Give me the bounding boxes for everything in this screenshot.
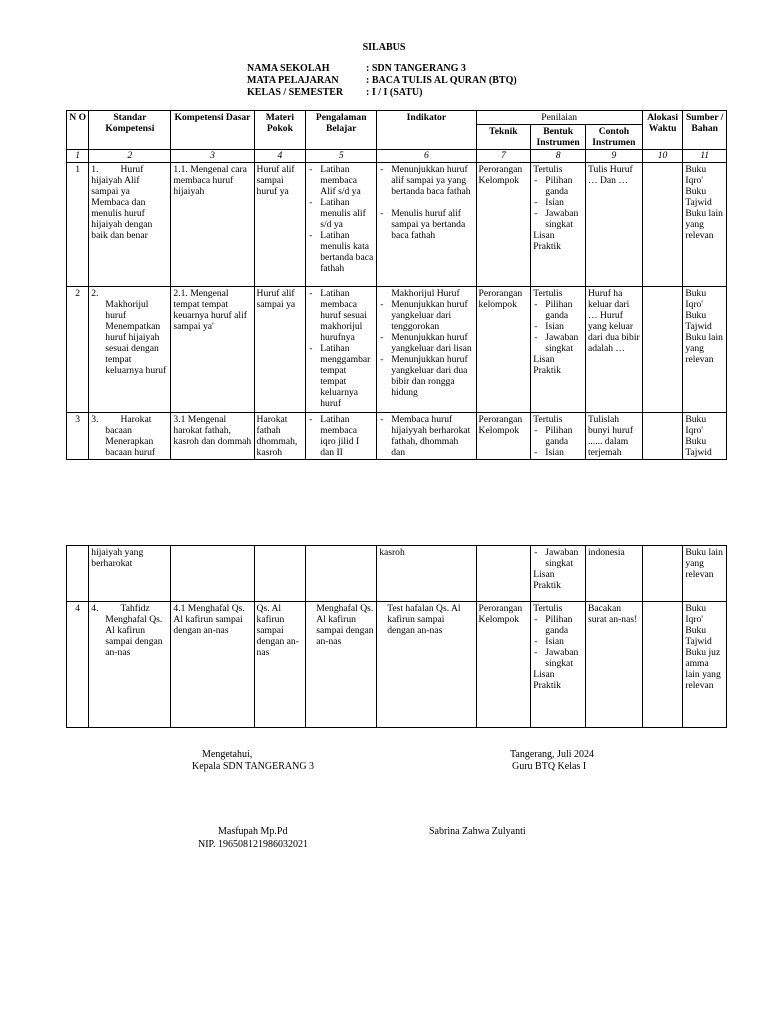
contoh-cell: Tulis Huruf … Dan … <box>586 163 643 287</box>
contoh-cell: Tulislah bunyi huruf ...... dalam terjemah <box>586 413 643 460</box>
col-header-no: N O <box>67 111 89 150</box>
contoh-cell: indonesia <box>586 546 643 602</box>
materi-cell: Huruf alif sampai huruf ya <box>254 163 306 287</box>
sumber-cell: Buku Iqro' Buku Tajwid Buku juz amma lain yang relevan <box>683 602 727 728</box>
list-item: - Latihan membaca iqro jilid I dan II <box>308 414 374 458</box>
school-label: NAMA SEKOLAH <box>247 63 330 74</box>
teknik-cell: Perorangan Kelompok <box>476 602 531 728</box>
list-item: - Membaca huruf hijaiyyah berharokat fathah, dhommah dan <box>379 414 473 458</box>
signature-right-name: Sabrina Zahwa Zulyanti <box>429 826 526 837</box>
signature-left-line1: Mengetahui, <box>202 749 253 760</box>
list-item: - Pilihan ganda <box>533 175 583 197</box>
row-number: 4 <box>67 602 89 728</box>
list-item: - Jawaban singkat <box>533 332 583 354</box>
list-item: - Latihan menggambar tempat tempat keluarnya huruf <box>308 343 374 409</box>
table-row <box>67 413 727 460</box>
list-item: - Isian <box>533 636 583 647</box>
signature-left-name: Masfupah Mp.Pd <box>218 826 288 837</box>
signature-right-line1: Tangerang, Juli 2024 <box>510 749 595 760</box>
list-item: - Isian <box>533 447 583 458</box>
materi-cell: Qs. Al kafirun sampai dengan an-nas <box>254 602 306 728</box>
indikator-heading: Makhorijul Huruf <box>391 288 460 299</box>
indikator-cell: Test hafalan Qs. Al kafirun sampai dengan an-nas <box>377 602 476 728</box>
col-header-standar: Standar Kompetensi <box>89 111 171 150</box>
sk-text: Menghafal Qs. Al kafirun sampai dengan an-nas <box>105 614 163 658</box>
sk-number: 2. <box>91 288 99 299</box>
sk-heading: Tahfidz <box>120 603 150 614</box>
school-value: : SDN TANGERANG 3 <box>366 63 466 74</box>
col-header-alokasi: Alokasi Waktu <box>642 111 683 150</box>
signature-left-nip: NIP. 196508121986032021 <box>198 839 309 850</box>
subject-value: : BACA TULIS AL QURAN (BTQ) <box>366 75 517 86</box>
bentuk-heading: Tertulis <box>533 164 563 175</box>
list-item: - Menunjukkan huruf alif sampai ya yang bertanda baca fathah <box>379 164 473 197</box>
kompetensi-cell: 2.1. Mengenal tempat tempat keuarnya huruf alif sampai ya' <box>171 287 254 413</box>
list-item: - Isian <box>533 321 583 332</box>
list-item: - Latihan membaca huruf sesuai makhorijul hurufnya <box>308 288 374 343</box>
bentuk-tail: Lisan Praktik <box>533 230 561 252</box>
sk-number: 4. <box>91 603 99 614</box>
teknik-cell: Perorangan Kelompok <box>476 163 531 287</box>
col-number: 5 <box>306 150 377 163</box>
standar-cell <box>89 602 171 728</box>
subject-label: MATA PELAJARAN <box>247 75 339 86</box>
indikator-cell: kasroh <box>377 546 476 602</box>
page-title: SILABUS <box>362 42 406 53</box>
sumber-cell: Buku lain yang relevan <box>683 546 727 602</box>
empty-cell <box>306 546 377 602</box>
col-number: 7 <box>476 150 531 163</box>
col-header-penilaian: Penilaian <box>476 111 642 125</box>
alokasi-cell <box>642 163 683 287</box>
col-number: 11 <box>683 150 727 163</box>
list-item: - Isian <box>533 197 583 208</box>
standar-cell <box>89 287 171 413</box>
list-item: - Latihan menulis kata bertanda baca fathah <box>308 230 374 274</box>
table-row <box>67 287 727 413</box>
kompetensi-cell: 4.1 Menghafal Qs. Al kafirun sampai dengan an-nas <box>171 602 254 728</box>
materi-cell: Harokat fathah dhommah, kasroh <box>254 413 306 460</box>
col-header-indikator: Indikator <box>377 111 476 150</box>
document-header <box>247 63 517 99</box>
bentuk-cell <box>531 413 586 460</box>
indikator-cell <box>377 287 476 413</box>
class-label: KELAS / SEMESTER <box>247 87 344 98</box>
syllabus-table-part-1 <box>66 110 727 460</box>
col-header-teknik: Teknik <box>476 125 531 150</box>
bentuk-cell <box>531 163 586 287</box>
alokasi-cell <box>642 602 683 728</box>
sumber-cell: Buku Iqro' Buku Tajwid Buku lain yang relevan <box>683 163 727 287</box>
sk-heading: Huruf <box>120 164 144 175</box>
pengalaman-cell: Menghafal Qs. Al kafirun sampai dengan an-nas <box>306 602 377 728</box>
col-header-pengalaman: Pengalaman Belajar <box>306 111 377 150</box>
list-item: - Menunjukkan huruf yangkeluar dari tenggorokan <box>379 299 473 332</box>
col-number: 6 <box>377 150 476 163</box>
col-number: 10 <box>642 150 683 163</box>
col-header-materi: Materi Pokok <box>254 111 306 150</box>
list-item: - Jawaban singkat <box>533 647 583 669</box>
list-item: - Menunjukkan huruf yangkeluar dari dua bibir dan rongga hidung <box>379 354 473 398</box>
col-number: 4 <box>254 150 306 163</box>
standar-cell <box>89 163 171 287</box>
col-number: 3 <box>171 150 254 163</box>
bentuk-heading: Tertulis <box>533 603 563 614</box>
bentuk-tail: Lisan Praktik <box>533 354 561 376</box>
indikator-cell <box>377 413 476 460</box>
list-item: - Latihan menulis alif s/d ya <box>308 197 374 230</box>
signature-left-line2: Kepala SDN TANGERANG 3 <box>192 761 315 772</box>
table-row <box>67 163 727 287</box>
sk-text: hijaiyah Alif sampai ya Membaca dan menulis huruf hijaiyah dengan baik dan benar <box>91 175 153 241</box>
empty-cell <box>642 546 683 602</box>
empty-cell <box>476 546 531 602</box>
list-item: - Jawaban singkat <box>533 208 583 230</box>
kompetensi-cell: 1.1. Mengenal cara membaca huruf hijaiyah <box>171 163 254 287</box>
col-header-contoh: Contoh Instrumen <box>586 125 643 150</box>
class-value: : I / I (SATU) <box>366 87 423 98</box>
col-header-bentuk: Bentuk Instrumen <box>531 125 586 150</box>
teknik-cell: Perorangan Kelompok <box>476 413 531 460</box>
col-number: 9 <box>586 150 643 163</box>
sk-number: 3. <box>91 414 99 425</box>
syllabus-table-part-2 <box>66 545 727 728</box>
sk-heading: Harokat <box>120 414 152 425</box>
pengalaman-cell <box>306 287 377 413</box>
list-item: - Jawaban singkat <box>533 547 583 569</box>
bentuk-tail: Lisan Praktik <box>533 669 561 691</box>
list-item: - Pilihan ganda <box>533 425 583 447</box>
contoh-cell: Huruf ha keluar dari … Huruf yang keluar dari dua bibir adalah … <box>586 287 643 413</box>
list-item: - Menunjukkan huruf yangkeluar dari lisan <box>379 332 473 354</box>
col-header-kompetensi: Kompetensi Dasar <box>171 111 254 150</box>
signature-right-line2: Guru BTQ Kelas I <box>512 761 587 772</box>
standar-cell <box>89 413 171 460</box>
alokasi-cell <box>642 287 683 413</box>
alokasi-cell <box>642 413 683 460</box>
materi-cell: Huruf alif sampai ya <box>254 287 306 413</box>
empty-cell <box>67 546 89 602</box>
list-item: - Menulis huruf alif sampai ya bertanda baca fathah <box>379 208 473 241</box>
col-header-sumber: Sumber / Bahan <box>683 111 727 150</box>
col-number: 1 <box>67 150 89 163</box>
sk-number: 1. <box>91 164 99 175</box>
row-number: 1 <box>67 163 89 287</box>
pengalaman-cell <box>306 413 377 460</box>
sk-text: bacaan Menerapkan bacaan huruf <box>105 425 156 458</box>
indikator-cell <box>377 163 476 287</box>
col-number: 2 <box>89 150 171 163</box>
bentuk-cell <box>531 546 586 602</box>
empty-cell <box>171 546 254 602</box>
list-item: - Pilihan ganda <box>533 614 583 636</box>
standar-cell: hijaiyah yang berharokat <box>89 546 171 602</box>
list-item: - Pilihan ganda <box>533 299 583 321</box>
col-number: 8 <box>531 150 586 163</box>
row-number: 2 <box>67 287 89 413</box>
sumber-cell: Buku Iqro' Buku Tajwid <box>683 413 727 460</box>
table-row <box>67 546 727 602</box>
bentuk-cell <box>531 602 586 728</box>
table-row <box>67 602 727 728</box>
teknik-cell: Perorangan kelompok <box>476 287 531 413</box>
list-item: - Latihan membaca Alif s/d ya <box>308 164 374 197</box>
bentuk-heading: Tertulis <box>533 288 563 299</box>
bentuk-tail: Lisan Praktik <box>533 569 561 591</box>
pengalaman-cell <box>306 163 377 287</box>
bentuk-heading: Tertulis <box>533 414 563 425</box>
kompetensi-cell: 3.1 Mengenal harokat fathah, kasroh dan dommah <box>171 413 254 460</box>
contoh-cell: Bacakan surat an-nas! <box>586 602 643 728</box>
bentuk-cell <box>531 287 586 413</box>
sk-text: Makhorijul huruf Menempatkan huruf hijaiyah sesuai dengan tempat keluarnya huruf <box>105 299 167 376</box>
sumber-cell: Buku Iqro' Buku Tajwid Buku lain yang relevan <box>683 287 727 413</box>
empty-cell <box>254 546 306 602</box>
row-number: 3 <box>67 413 89 460</box>
